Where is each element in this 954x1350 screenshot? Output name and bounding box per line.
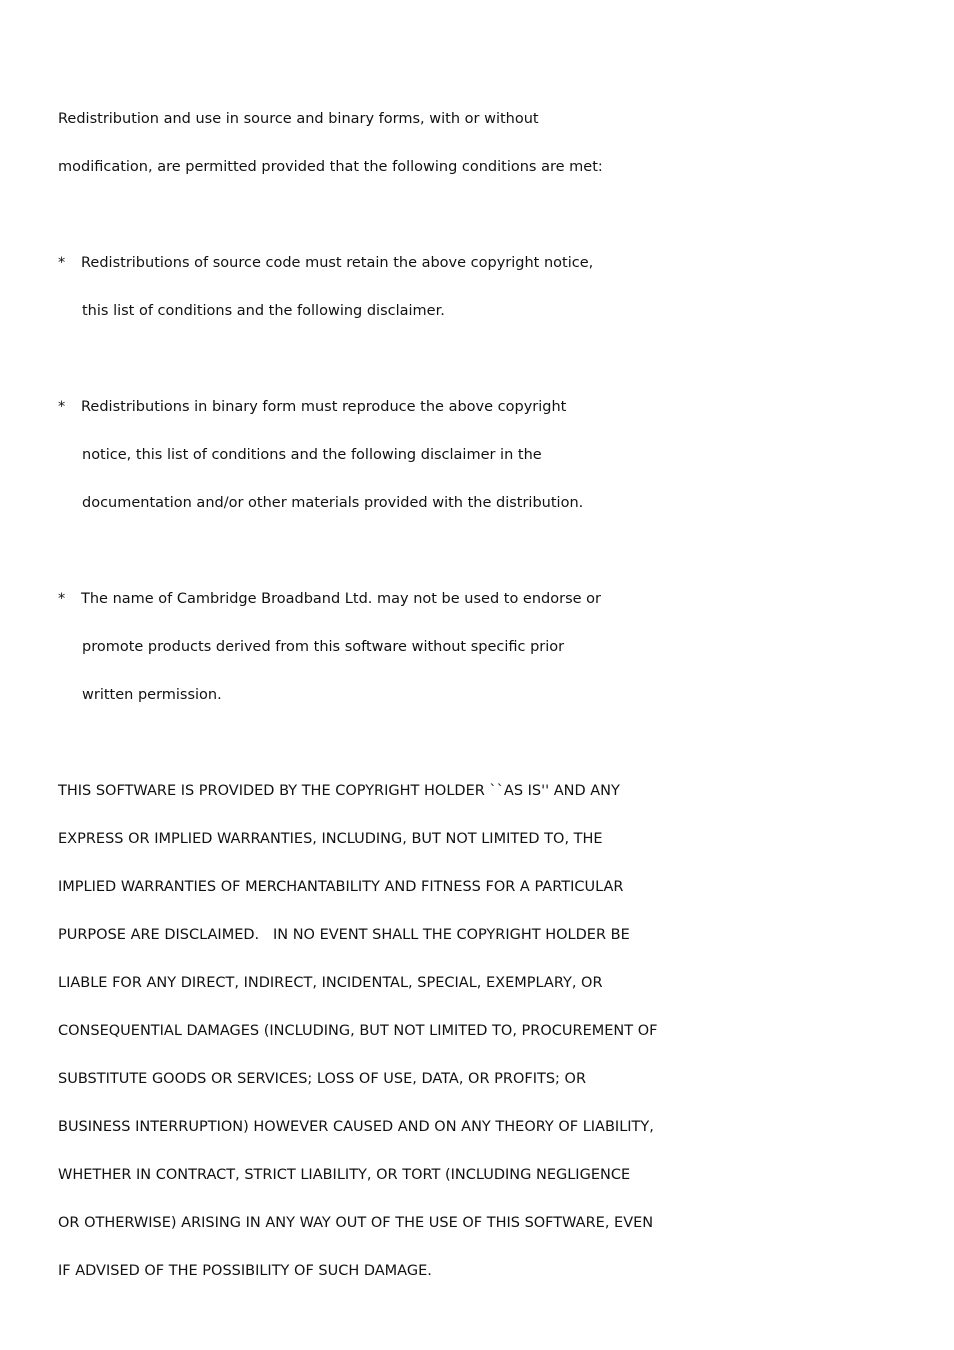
paragraph-spacer xyxy=(58,536,918,584)
paragraph-spacer xyxy=(58,200,918,248)
condition-first-line xyxy=(58,392,918,440)
text-line: SUBSTITUTE GOODS OR SERVICES; LOSS OF USE, DATA, OR PROFITS; OR xyxy=(58,1071,587,1087)
text-line: notice, this list of conditions and the following disclaimer in the xyxy=(82,447,542,463)
text-line: this list of conditions and the following disclaimer. xyxy=(82,303,445,319)
condition-item xyxy=(58,248,918,344)
condition-text: Redistributions in binary form must reproduce the above copyright xyxy=(81,399,567,415)
text-line: BUSINESS INTERRUPTION) HOWEVER CAUSED AND ON ANY THEORY OF LIABILITY, xyxy=(58,1119,654,1135)
condition-text: Redistributions of source code must retain the above copyright notice, xyxy=(81,255,594,271)
text-line: Redistribution and use in source and binary forms, with or without xyxy=(58,111,539,127)
paragraph-spacer xyxy=(58,344,918,392)
text-line: written permission. xyxy=(82,687,222,703)
bullet-marker: * xyxy=(58,591,66,607)
intro-paragraph xyxy=(58,104,918,200)
text-line: THIS SOFTWARE IS PROVIDED BY THE COPYRIGHT HOLDER ``AS IS'' AND ANY xyxy=(58,783,620,799)
text-line: EXPRESS OR IMPLIED WARRANTIES, INCLUDING, BUT NOT LIMITED TO, THE xyxy=(58,831,603,847)
condition-item xyxy=(58,584,918,728)
condition-text: The name of Cambridge Broadband Ltd. may not be used to endorse or xyxy=(81,591,601,607)
paragraph-spacer xyxy=(58,728,918,776)
text-line: PURPOSE ARE DISCLAIMED. IN NO EVENT SHALL THE COPYRIGHT HOLDER BE xyxy=(58,927,630,943)
license-text xyxy=(58,104,918,1304)
text-line: promote products derived from this software without specific prior xyxy=(82,639,565,655)
text-line: LIABLE FOR ANY DIRECT, INDIRECT, INCIDENTAL, SPECIAL, EXEMPLARY, OR xyxy=(58,975,603,991)
bullet-marker: * xyxy=(58,255,66,271)
bullet-marker: * xyxy=(58,399,66,415)
text-line: IMPLIED WARRANTIES OF MERCHANTABILITY AND FITNESS FOR A PARTICULAR xyxy=(58,879,624,895)
text-line: modification, are permitted provided that the following conditions are met: xyxy=(58,159,603,175)
condition-first-line xyxy=(58,584,918,632)
condition-first-line xyxy=(58,248,918,296)
text-line: IF ADVISED OF THE POSSIBILITY OF SUCH DAMAGE. xyxy=(58,1263,432,1279)
text-line: WHETHER IN CONTRACT, STRICT LIABILITY, OR TORT (INCLUDING NEGLIGENCE xyxy=(58,1167,631,1183)
text-line: CONSEQUENTIAL DAMAGES (INCLUDING, BUT NOT LIMITED TO, PROCUREMENT OF xyxy=(58,1023,658,1039)
disclaimer-paragraph xyxy=(58,776,918,1304)
text-line: documentation and/or other materials provided with the distribution. xyxy=(82,495,584,511)
condition-item xyxy=(58,392,918,536)
text-line: OR OTHERWISE) ARISING IN ANY WAY OUT OF THE USE OF THIS SOFTWARE, EVEN xyxy=(58,1215,654,1231)
